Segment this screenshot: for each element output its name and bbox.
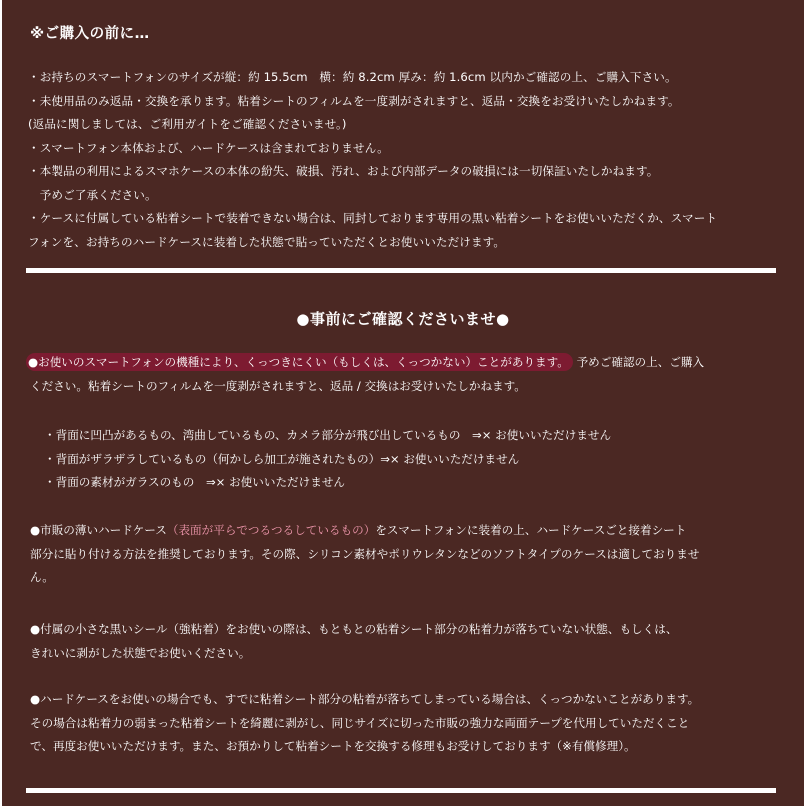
divider-bottom <box>26 788 776 793</box>
incompatible-cases-list <box>44 424 794 495</box>
case-rough: ・背面がザラザラしているもの（何かしら加工が施されたもの）⇒× お使いいただけません <box>44 451 520 466</box>
hard-case-start: ●市販の薄いハードケース <box>30 523 167 537</box>
paragraph-black-seal <box>30 618 780 665</box>
note-size: ・お持ちのスマートフォンのサイズが縦：約 15.5cm 横：約 8.2cm 厚み：約 1.6cm 以内かご確認の上、ご購入下さい。 <box>28 70 677 84</box>
confirm-heading: ●事前にご確認くださいませ● <box>296 310 510 328</box>
paragraph-compatibility <box>30 351 780 398</box>
repair-line3: で、再度お使いいただけます。また、お預かりして粘着シートを交換する修理もお受けしております（※有償修理）。 <box>30 739 636 753</box>
section-title: ※ご購入の前に… <box>30 26 150 42</box>
note-warranty: ・本製品の利用によるスマホケースの本体の紛失、破損、汚れ、および内部データの破損には一切保証いたしかねます。 <box>28 164 659 178</box>
hard-case-highlight: （表面が平らでつるつるしているもの） <box>166 523 376 537</box>
paragraph-hard-case <box>30 519 780 590</box>
note-sheet-2: フォンを、お持ちのハードケースに装着した状態で貼っていただくとお使いいただけます。 <box>28 234 506 249</box>
paragraph-repair <box>30 688 780 759</box>
note-acknowledge: 予めご了承ください。 <box>28 187 157 202</box>
hard-case-line3: ん。 <box>30 570 54 584</box>
notice-panel <box>2 0 804 806</box>
repair-line2: その場合は粘着力の弱まった粘着シートを綺麗に剥がし、同じサイズに切った市販の強力な両面テープを代用していただくこと <box>30 715 690 730</box>
compatibility-warning-rest: 予めご確認の上、ご購入 <box>576 355 705 369</box>
compatibility-warning-highlight: ●お使いのスマートフォンの機種により、くっつきにくい（もしくは、くっつかない）ことがあります。 <box>26 353 573 371</box>
case-uneven: ・背面に凹凸があるもの、湾曲しているもの、カメラ部分が飛び出しているもの ⇒× お使いいただけません <box>44 428 612 442</box>
black-seal-line1: ●付属の小さな黒いシール（強粘着）をお使いの際は、もともとの粘着シート部分の粘着力が落ちていない状態、もしくは、 <box>30 622 678 636</box>
repair-line1: ●ハードケースをお使いの場合でも、すでに粘着シート部分の粘着が落ちてしまっている場合は、くっつかないことがあります。 <box>30 692 700 706</box>
note-returns-guide: (返品に関しましては、ご利用ガイトをご確認くださいませ。) <box>28 117 347 131</box>
note-not-included: ・スマートフォン本体および、ハードケースは含まれておりません。 <box>28 140 389 155</box>
note-sheet-1: ・ケースに付属している粘着シートで装着できない場合は、同封しております専用の黒い粘着シートをお使いいただくか、スマート <box>28 211 718 225</box>
case-glass: ・背面の素材がガラスのもの ⇒× お使いいただけません <box>44 475 346 489</box>
divider-top <box>26 268 776 273</box>
notes-list <box>28 66 788 254</box>
hard-case-line2: 部分に貼り付ける方法を推奨しております。その際、シリコン素材やポリウレタンなどのソフトタイプのケースは適しておりませ <box>30 546 700 561</box>
compatibility-warning-line2: ください。粘着シートのフィルムを一度剥がされますと、返品 / 交換はお受けいたしかねます。 <box>30 378 526 393</box>
black-seal-line2: きれいに剥がした状態でお使いください。 <box>30 645 251 660</box>
note-returns: ・未使用品のみ返品・交換を承ります。粘着シートのフィルムを一度剥がされますと、返品・交換をお受けいたしかねます。 <box>28 93 680 108</box>
hard-case-rest: をスマートフォンに装着の上、ハードケースごと接着シート <box>375 523 687 537</box>
